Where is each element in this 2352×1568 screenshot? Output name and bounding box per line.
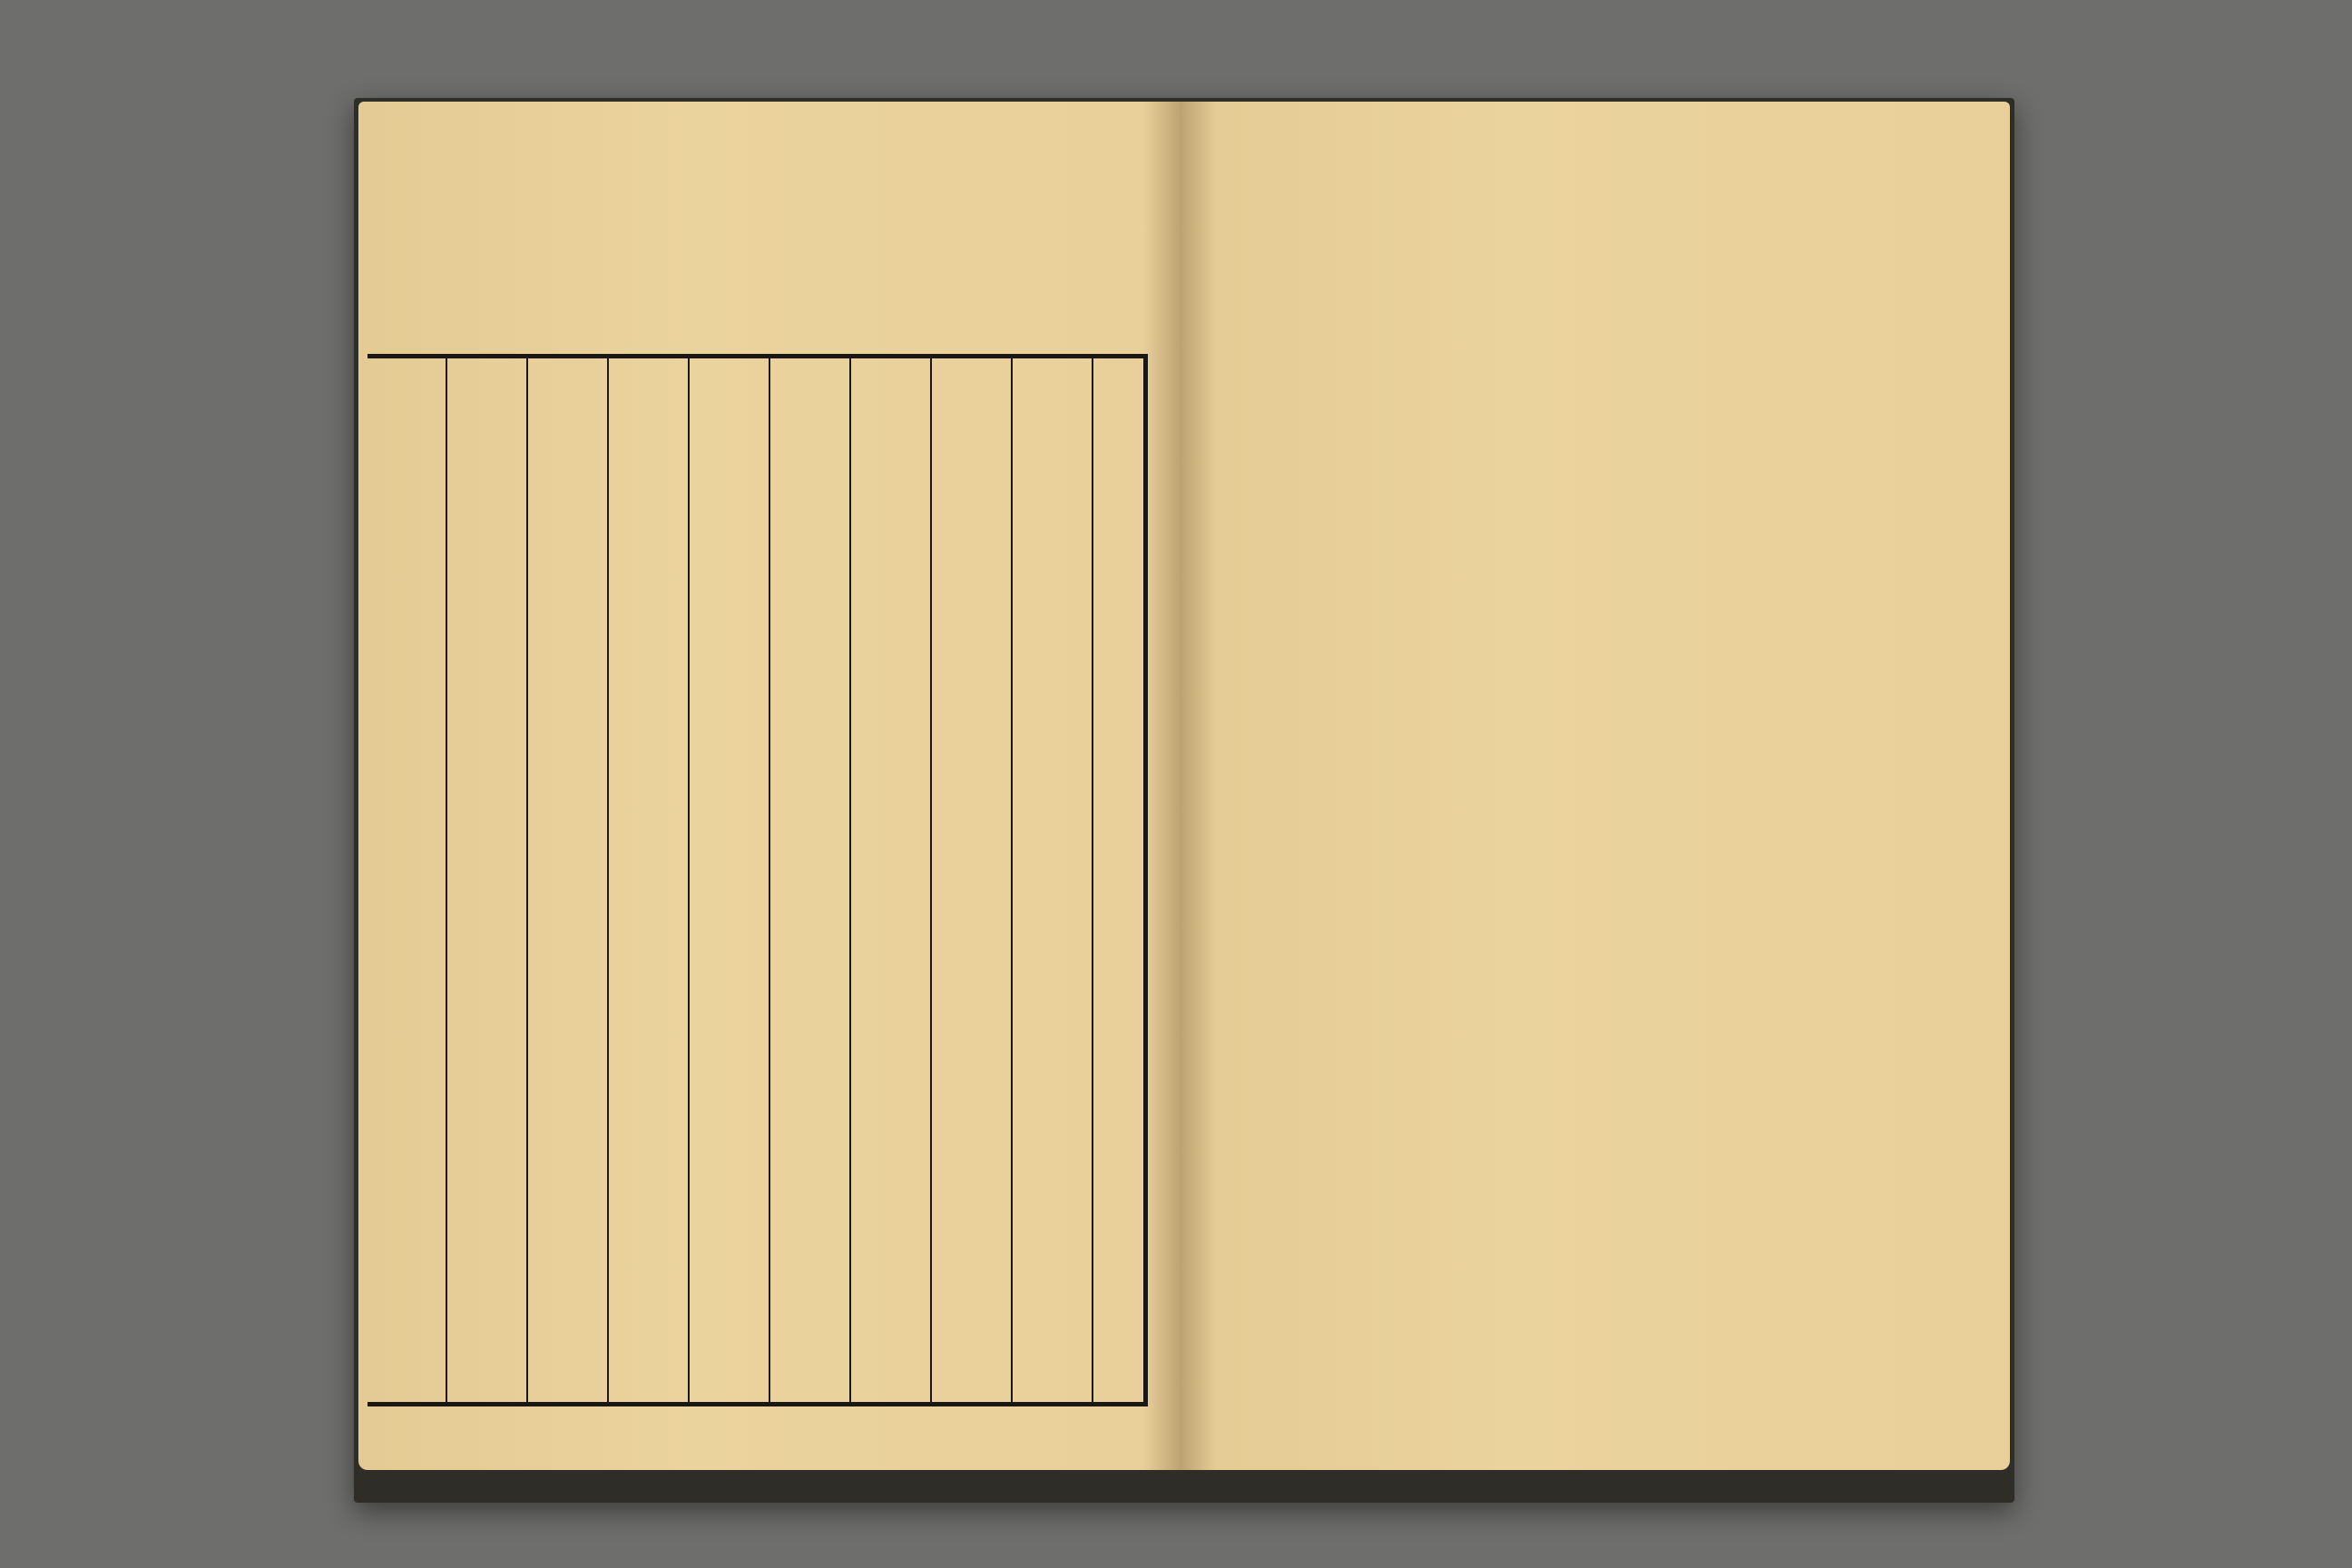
- right-page: [1180, 102, 2010, 1470]
- left-text-frame: [368, 354, 1148, 1406]
- text-column: [771, 375, 846, 1387]
- column-rule: [446, 358, 447, 1402]
- text-column: [933, 375, 1007, 1387]
- column-rule: [930, 358, 932, 1402]
- text-column: [1014, 375, 1088, 1387]
- column-rule: [688, 358, 690, 1402]
- text-column: [852, 375, 926, 1387]
- text-column: [448, 375, 523, 1387]
- column-rule: [769, 358, 770, 1402]
- column-rule: [1011, 358, 1013, 1402]
- text-column: [368, 375, 442, 1387]
- text-column: [610, 375, 684, 1387]
- column-rule: [1092, 358, 1093, 1402]
- column-rule: [849, 358, 851, 1402]
- text-column: [529, 375, 603, 1387]
- column-rule: [526, 358, 528, 1402]
- text-column: [691, 375, 765, 1387]
- column-rule: [607, 358, 609, 1402]
